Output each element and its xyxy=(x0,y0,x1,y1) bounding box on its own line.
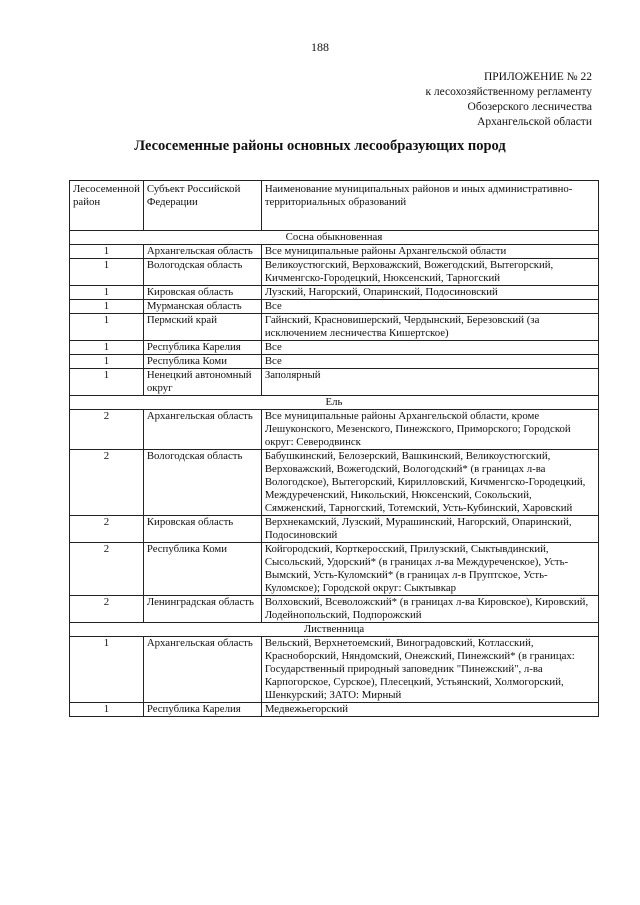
table-row xyxy=(70,410,599,450)
cell-areas: Волховский, Всеволожский* (в границах л-ва Кировское), Кировский, Лодейнопольский, Подпорожский xyxy=(261,596,598,623)
table-row xyxy=(70,286,599,300)
section-title: Сосна обыкновенная xyxy=(70,231,599,245)
cell-subject: Республика Коми xyxy=(143,543,261,596)
cell-subject: Республика Коми xyxy=(143,355,261,369)
cell-district: 2 xyxy=(70,516,144,543)
cell-areas: Гайнский, Красновишерский, Чердынский, Березовский (за исключением лесничества Кишертское) xyxy=(261,314,598,341)
table-row xyxy=(70,314,599,341)
cell-subject: Республика Карелия xyxy=(143,703,261,717)
cell-subject: Архангельская область xyxy=(143,637,261,703)
page-title: Лесосеменные районы основных лесообразующих пород xyxy=(134,138,506,154)
cell-areas: Лузский, Нагорский, Опаринский, Подосиновский xyxy=(261,286,598,300)
cell-areas: Все муниципальные районы Архангельской области xyxy=(261,245,598,259)
cell-areas: Все xyxy=(261,341,598,355)
cell-district: 1 xyxy=(70,703,144,717)
cell-areas: Все муниципальные районы Архангельской области, кроме Лешуконского, Мезенского, Пинежского, Приморского; Городской округ: Северодвинск xyxy=(261,410,598,450)
table-row xyxy=(70,300,599,314)
table-body xyxy=(70,231,599,717)
appendix-header xyxy=(425,70,592,130)
cell-subject: Республика Карелия xyxy=(143,341,261,355)
header-areas: Наименование муниципальных районов и иных административно-территориальных образований xyxy=(261,181,598,231)
section-row xyxy=(70,231,599,245)
cell-district: 1 xyxy=(70,341,144,355)
cell-areas: Медвежьегорский xyxy=(261,703,598,717)
cell-subject: Архангельская область xyxy=(143,410,261,450)
cell-district: 2 xyxy=(70,543,144,596)
table-row xyxy=(70,341,599,355)
cell-district: 2 xyxy=(70,596,144,623)
cell-subject: Вологодская область xyxy=(143,450,261,516)
page-number: 188 xyxy=(311,40,329,54)
cell-areas: Вельский, Верхнетоемский, Виноградовский, Котласский, Красноборский, Няндомский, Онежский, Пинежский* (в границах: Государственный природный заповедник "Пинежский", л-ва Карпогорское, Сурское), Плесецкий, Устьянский, Холмогорский, Шенкурский; ЗАТО: Мирный xyxy=(261,637,598,703)
header-district: Лесосеменной район xyxy=(70,181,144,231)
cell-subject: Кировская область xyxy=(143,286,261,300)
table-row xyxy=(70,450,599,516)
table-row xyxy=(70,637,599,703)
cell-areas: Койгородский, Корткеросский, Прилузский, Сыктывдинский, Сысольский, Удорский* (в границах л-ва Междуреченское), Усть-Вымский, Усть-Куломский* (в границах л-в Пруптское, Усть-Куломское); Городской округ: Сыктывкар xyxy=(261,543,598,596)
appendix-line: Архангельской области xyxy=(477,116,592,128)
cell-district: 1 xyxy=(70,355,144,369)
cell-areas: Все xyxy=(261,300,598,314)
cell-district: 1 xyxy=(70,286,144,300)
cell-areas: Бабушкинский, Белозерский, Вашкинский, Великоустюгский, Верховажский, Вожегодский, Вологодский* (в границах л-ва Вологодское), Вытегорский, Кирилловский, Кичменгско-Городецкий, Междуреченский, Никольский, Нюксенский, Сокольский, Сямженский, Тарногский, Тотемский, Усть-Кубинский, Харовский xyxy=(261,450,598,516)
cell-district: 1 xyxy=(70,259,144,286)
cell-district: 1 xyxy=(70,314,144,341)
cell-district: 1 xyxy=(70,369,144,396)
cell-district: 1 xyxy=(70,300,144,314)
cell-subject: Кировская область xyxy=(143,516,261,543)
table-row xyxy=(70,355,599,369)
cell-areas: Великоустюгский, Верховажский, Вожегодский, Вытегорский, Кичменгско-Городецкий, Нюксенский, Тарногский xyxy=(261,259,598,286)
cell-district: 2 xyxy=(70,450,144,516)
appendix-line: Обозерского лесничества xyxy=(467,101,592,113)
table-row xyxy=(70,369,599,396)
header-subject: Субъект Российской Федерации xyxy=(143,181,261,231)
appendix-line: ПРИЛОЖЕНИЕ № 22 xyxy=(483,71,592,83)
table-row xyxy=(70,245,599,259)
seed-districts-table xyxy=(69,180,599,717)
table-row xyxy=(70,596,599,623)
cell-district: 1 xyxy=(70,245,144,259)
table-row xyxy=(70,543,599,596)
cell-areas: Заполярный xyxy=(261,369,598,396)
section-row xyxy=(70,396,599,410)
section-title: Ель xyxy=(70,396,599,410)
section-title: Лиственница xyxy=(70,623,599,637)
table-row xyxy=(70,516,599,543)
table-row xyxy=(70,259,599,286)
cell-subject: Мурманская область xyxy=(143,300,261,314)
cell-subject: Ненецкий автономный округ xyxy=(143,369,261,396)
cell-subject: Архангельская область xyxy=(143,245,261,259)
cell-subject: Пермский край xyxy=(143,314,261,341)
table-row xyxy=(70,703,599,717)
cell-areas: Все xyxy=(261,355,598,369)
cell-subject: Вологодская область xyxy=(143,259,261,286)
cell-district: 1 xyxy=(70,637,144,703)
section-row xyxy=(70,623,599,637)
cell-district: 2 xyxy=(70,410,144,450)
appendix-line: к лесохозяйственному регламенту xyxy=(425,86,592,98)
table-header-row xyxy=(70,181,599,231)
cell-subject: Ленинградская область xyxy=(143,596,261,623)
cell-areas: Верхнекамский, Лузский, Мурашинский, Нагорский, Опаринский, Подосиновский xyxy=(261,516,598,543)
